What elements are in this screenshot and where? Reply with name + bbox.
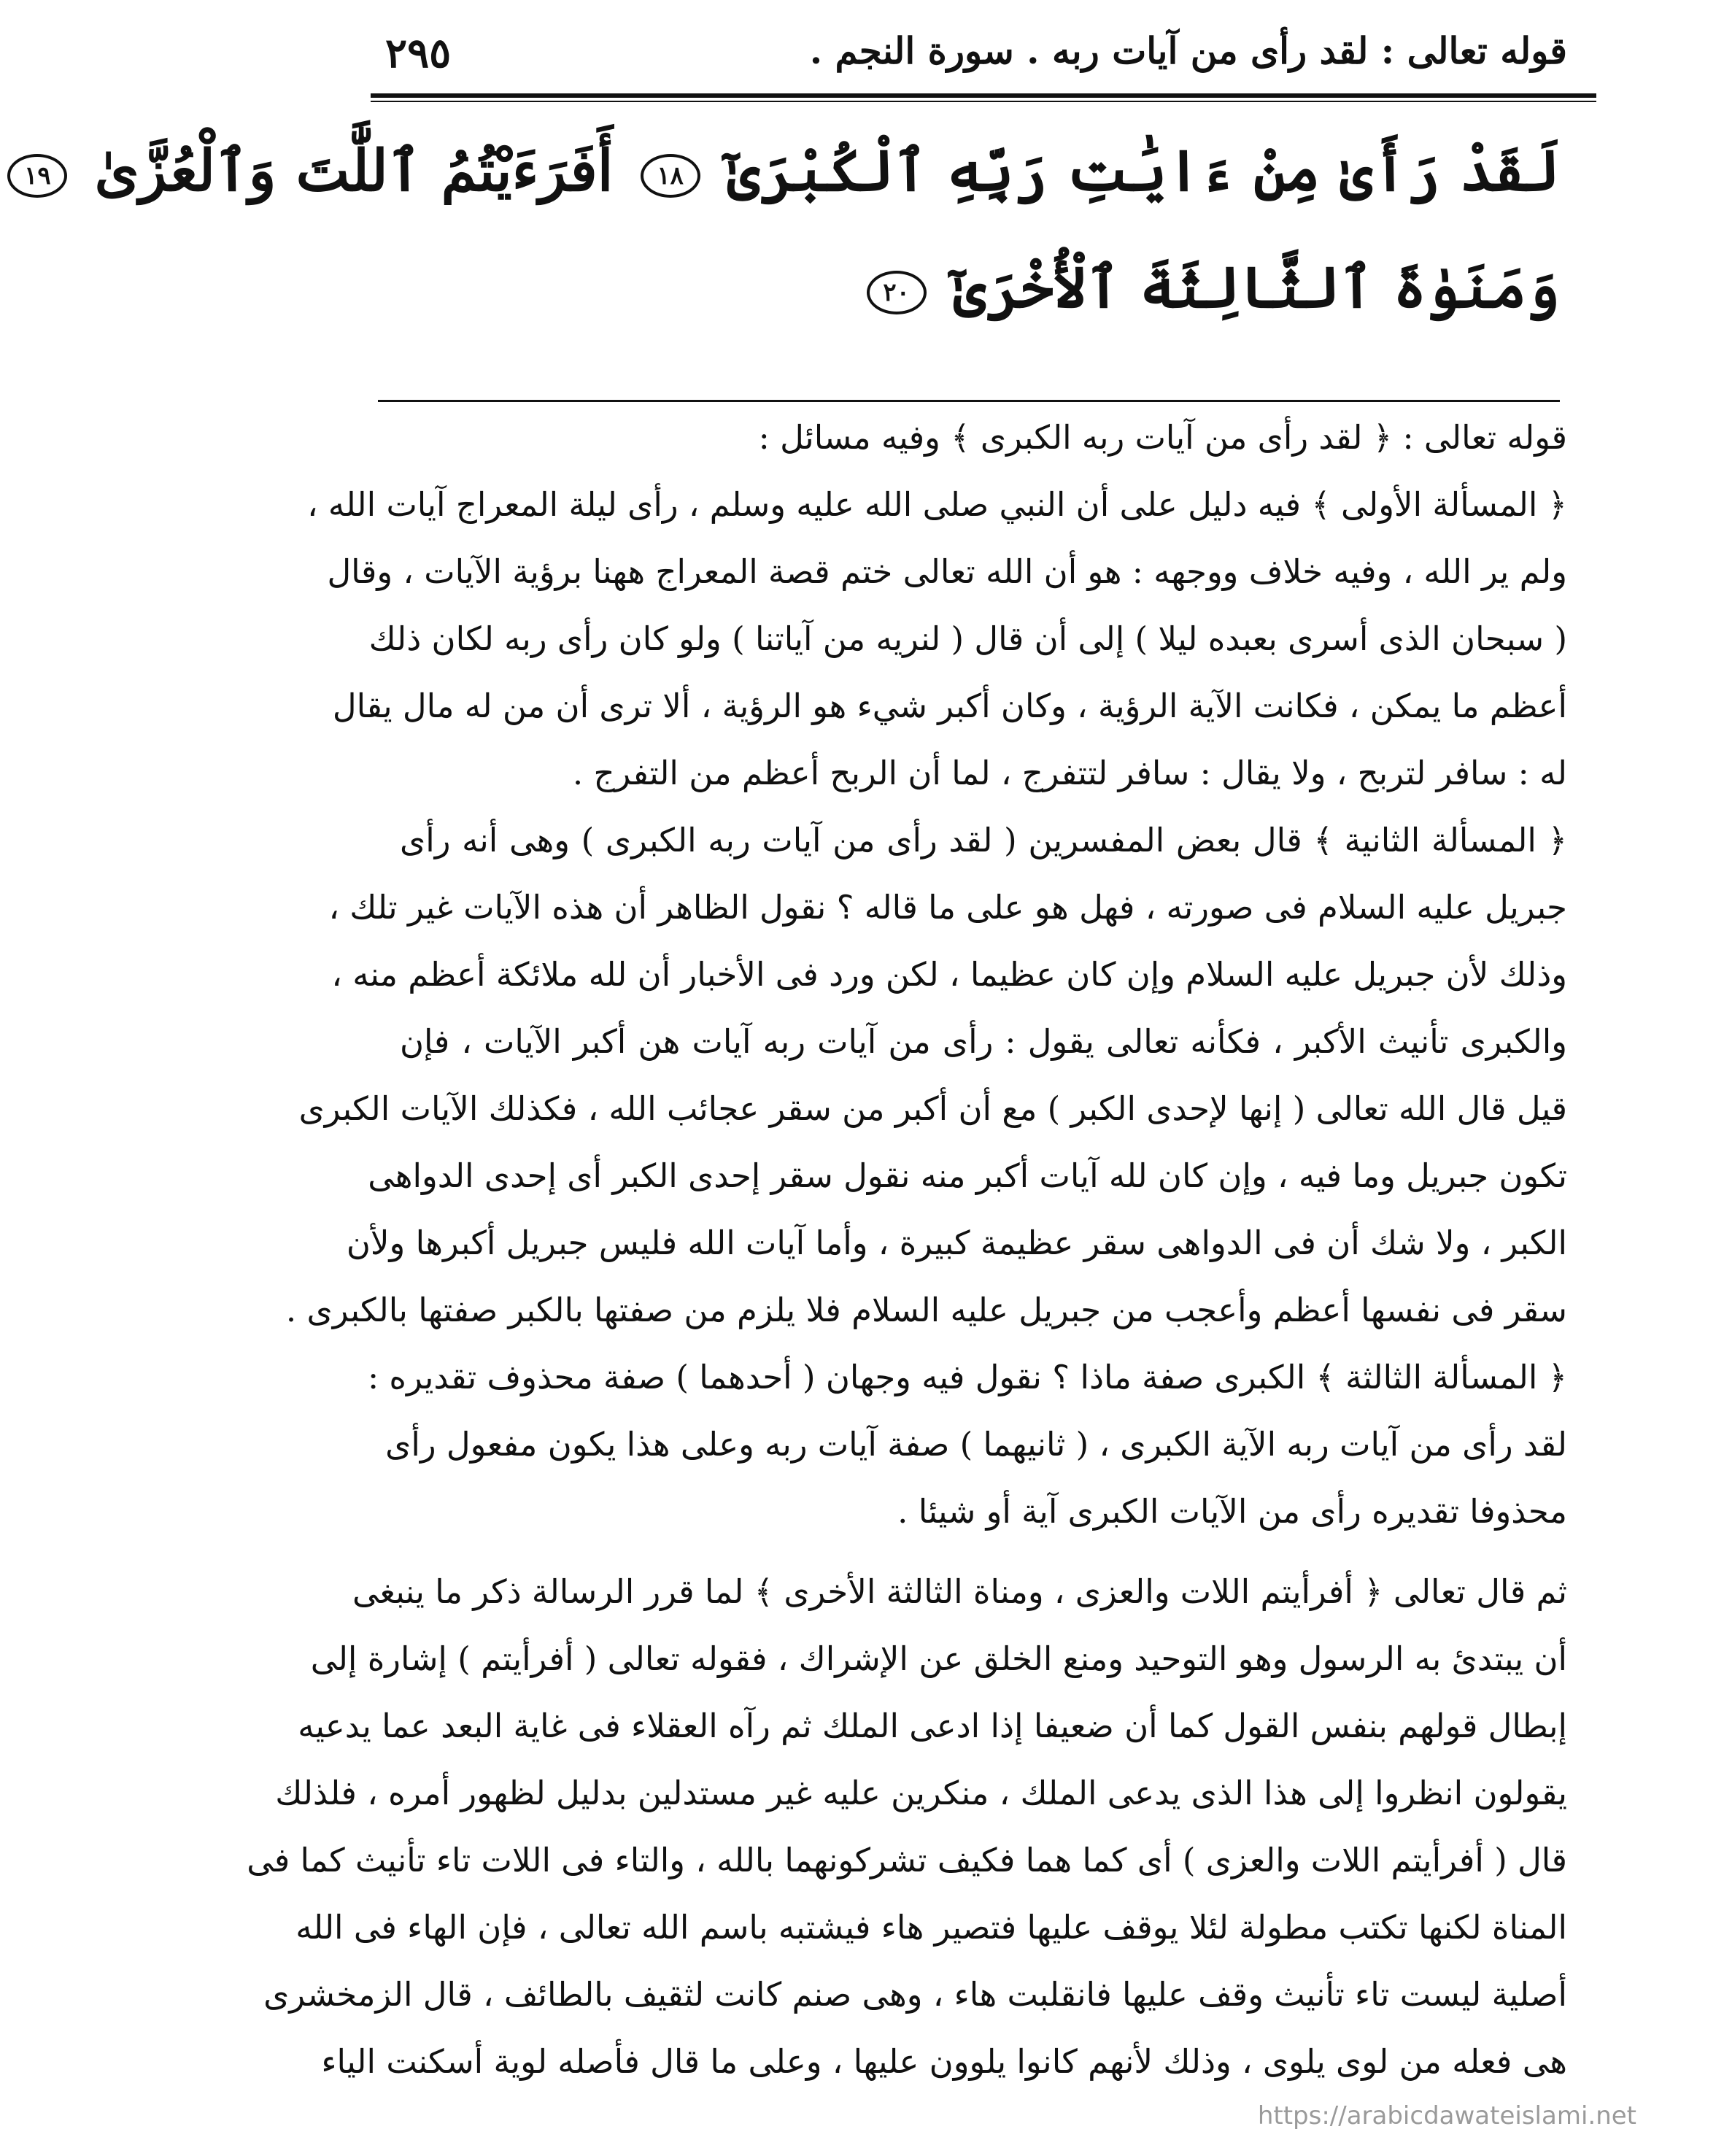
text-line: له : سافر لتربح ، ولا يقال : سافر لتتفرج ، لما أن الربح أعظم من التفرج . <box>572 754 1567 792</box>
ayah-marker-18: ١٨ <box>641 154 700 198</box>
text-line: والكبرى تأنيث الأكبر ، فكأنه تعالى يقول : رأى من آيات ربه آيات هن أكبر الآيات ، فإن <box>400 1022 1567 1061</box>
header-rule <box>371 93 1596 98</box>
header-rule-thin <box>371 101 1596 102</box>
text-line: قال ( أفرأيتم اللات والعزى ) أى كما هما فكيف تشركونهما بالله ، والتاء فى اللات تاء تأنيث كما فى <box>247 1841 1567 1879</box>
text-line: ثم قال تعالى ﴿ أفرأيتم اللات والعزى ، ومناة الثالثة الأخرى ﴾ لما قرر الرسالة ذكر ما ينبغى <box>352 1572 1567 1611</box>
book-page <box>24 0 1724 2156</box>
text-line: أصلية ليست تاء تأنيث وقف عليها فانقلبت هاء ، وهى صنم كانت لثقيف بالطائف ، قال الزمخشرى <box>263 1975 1567 2014</box>
verse-text-1a: لَقَدْ رَأَىٰ مِنْ ءَايَٰتِ رَبِّهِ ٱلْكُبْرَىٰٓ <box>707 138 1560 204</box>
text-line: أن يبتدئ به الرسول وهو التوحيد ومنع الخلق عن الإشراك ، فقوله تعالى ( أفرأيتم ) إشارة إلى <box>310 1639 1567 1678</box>
text-line: قيل قال الله تعالى ( إنها لإحدى الكبر ) مع أن أكبر من سقر عجائب الله ، فكذلك الآيات الكبرى <box>298 1089 1567 1128</box>
verse-line-1 <box>24 131 1560 212</box>
text-line: ﴿ المسألة الأولى ﴾ فيه دليل على أن النبي صلى الله عليه وسلم ، رأى ليلة المعراج آيات الله ، <box>307 485 1567 524</box>
text-line: ﴿ المسألة الثانية ﴾ قال بعض المفسرين ( لقد رأى من آيات ربه الكبرى ) وهى أنه رأى <box>400 821 1567 859</box>
verse-text-1 <box>95 138 1560 204</box>
text-line: جبريل عليه السلام فى صورته ، فهل هو على ما قاله ؟ نقول الظاهر أن هذه الآيات غير تلك ، <box>328 888 1567 927</box>
header-title: قوله تعالى : لقد رأى من آيات ربه . سورة النجم . <box>809 29 1567 72</box>
text-line: سقر فى نفسها أعظم وأعجب من جبريل عليه السلام فلا يلزم من صفتها بالكبر صفتها بالكبرى . <box>285 1291 1567 1329</box>
verse-line-2 <box>393 248 1560 328</box>
text-line: ( سبحان الذى أسرى بعبده ليلا ) إلى أن قال ( لنريه من آياتنا ) ولو كان رأى ربه لكان ذلك <box>368 619 1567 658</box>
ayah-marker-20: ٢٠ <box>867 271 927 314</box>
section-divider <box>378 400 1560 402</box>
text-line: الكبر ، ولا شك أن فى الدواهى سقر عظيمة كبيرة ، وأما آيات الله فليس جبريل أكبرها ولأن <box>346 1224 1567 1262</box>
text-line: إبطال قولهم بنفس القول كما أن ضعيفا إذا ادعى الملك ثم رآه العقلاء فى غاية البعد عما يدعيه <box>298 1707 1567 1745</box>
text-line: ﴿ المسألة الثالثة ﴾ الكبرى صفة ماذا ؟ نقول فيه وجهان ( أحدهما ) صفة محذوف تقديره : <box>367 1358 1567 1396</box>
page-number: ٢٩٥ <box>385 29 452 77</box>
text-line: هى فعله من لوى يلوى ، وذلك لأنهم كانوا يلوون عليها ، وعلى ما قال فأصله لوية أسكنت الياء <box>321 2042 1567 2081</box>
text-line: يقولون انظروا إلى هذا الذى يدعى الملك ، منكرين عليه غير مستدلين بدليل لظهور أمره ، فلذلك <box>275 1774 1567 1812</box>
running-header <box>385 29 1567 88</box>
ayah-marker-19: ١٩ <box>7 154 67 198</box>
verse-text-2: وَمَنَوٰةَ ٱلثَّالِثَةَ ٱلْأُخْرَىٰٓ <box>953 255 1560 321</box>
commentary-text <box>247 412 1567 2105</box>
text-line: ولم ير الله ، وفيه خلاف ووجهه : هو أن الله تعالى ختم قصة المعراج ههنا برؤية الآيات ، وقال <box>327 552 1567 591</box>
text-line: قوله تعالى : ﴿ لقد رأى من آيات ربه الكبرى ﴾ وفيه مسائل : <box>758 418 1567 457</box>
quran-verses <box>24 124 1560 365</box>
text-line: تكون جبريل وما فيه ، وإن كان لله آيات أكبر منه نقول سقر إحدى الكبر أى إحدى الدواهى <box>368 1156 1567 1195</box>
text-line: وذلك لأن جبريل عليه السلام وإن كان عظيما ، لكن ورد فى الأخبار أن لله ملائكة أعظم منه ، <box>331 955 1567 994</box>
text-line: لقد رأى من آيات ربه الآية الكبرى ، ( ثانيهما ) صفة آيات ربه وعلى هذا يكون مفعول رأى <box>385 1425 1567 1464</box>
text-line: أعظم ما يمكن ، فكانت الآية الرؤية ، وكان أكبر شيء هو الرؤية ، ألا ترى أن من له مال يقال <box>332 687 1567 725</box>
text-line: المناة لكنها تكتب مطولة لئلا يوقف عليها فتصير هاء فيشتبه باسم الله تعالى ، فإن الهاء فى الله <box>295 1908 1567 1947</box>
watermark-url: https://arabicdawateislami.net <box>1257 2101 1636 2130</box>
verse-text-1b: أَفَرَءَيْتُمُ ٱللَّٰتَ وَٱلْعُزَّىٰ <box>94 138 633 204</box>
text-line: محذوفا تقديره رأى من الآيات الكبرى آية أو شيئا . <box>897 1492 1567 1531</box>
